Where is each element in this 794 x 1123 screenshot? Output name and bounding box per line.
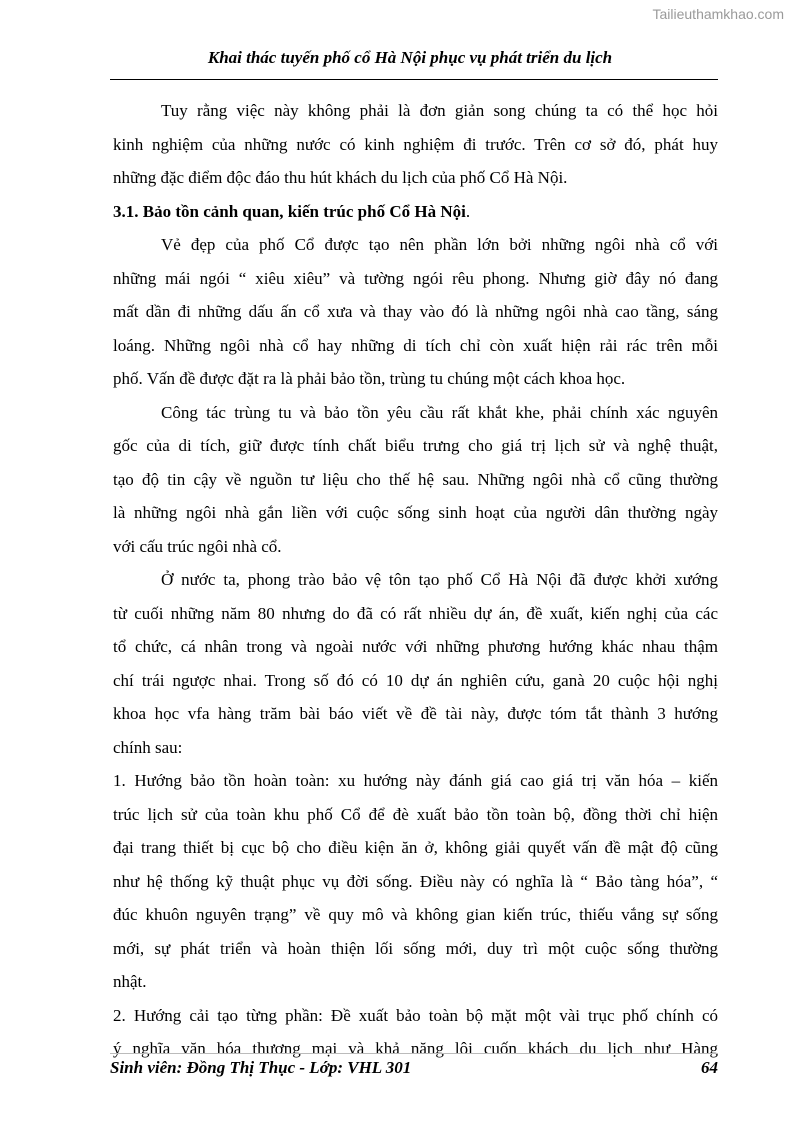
text-line-content: ý nghĩa văn hóa thương mại và khả năng lôi cuốn khách du lịch như Hàng (113, 1039, 718, 1058)
text-line (113, 664, 718, 698)
text-line-content: là những ngôi nhà gắn liền với cuộc sống sinh hoạt của người dân thường ngày (113, 503, 718, 522)
text-line-content: Vẻ đẹp của phố Cổ được tạo nên phần lớn bởi những ngôi nhà cổ với (161, 235, 718, 254)
text-line (113, 831, 718, 865)
text-line (113, 295, 718, 329)
header-divider (110, 79, 718, 80)
text-line (113, 362, 718, 396)
text-line-content: Tuy rằng việc này không phải là đơn giản song chúng ta có thể học hỏi (161, 101, 718, 120)
text-line (113, 731, 718, 765)
text-line-content: từ cuối những năm 80 nhưng do đã có rất nhiều dự án, đề xuất, kiến nghị của các (113, 603, 718, 623)
watermark: Tailieuthamkhao.com (652, 6, 784, 22)
text-line-content: Ở nước ta, phong trào bảo vệ tôn tạo phố Cổ Hà Nội đã được khởi xướng (161, 570, 718, 589)
text-line-content: tổ chức, cá nhân trong và ngoài nước với những phương hướng khác nhau thậm (113, 637, 718, 656)
text-line-content: mới, sự phát triển và hoàn thiện lối sống mới, duy trì một cuộc sống thường (113, 938, 718, 958)
text-line (113, 396, 718, 430)
text-line (113, 496, 718, 530)
text-line (113, 932, 718, 966)
text-line-content: như hệ thống kỹ thuật phục vụ đời sống. Điều này có nghĩa là “ Bảo tàng hóa”, “ (113, 871, 718, 891)
text-line-content: 3.1. Bảo tồn cảnh quan, kiến trúc phố Cổ Hà Nội (113, 201, 466, 221)
page-number: 64 (701, 1058, 718, 1077)
text-line (113, 128, 718, 162)
footer-divider (110, 1053, 718, 1054)
text-line (113, 630, 718, 664)
text-line (113, 965, 718, 999)
text-line (113, 597, 718, 631)
text-line (113, 463, 718, 497)
text-line-content: kinh nghiệm của những nước có kinh nghiệm đi trước. Trên cơ sở đó, phát huy (113, 134, 718, 154)
text-line-content: đúc khuôn nguyên trạng” về quy mô và không gian kiến trúc, thiếu vắng sự sống (113, 905, 718, 924)
text-line-content: phố. Vấn đề được đặt ra là phải bảo tồn, trùng tu chúng một cách khoa học. (113, 369, 626, 388)
text-line (113, 228, 718, 262)
text-line-content: tạo độ tin cậy về nguồn tư liệu cho thế hệ sau. Những ngôi nhà cổ cũng thường (113, 469, 718, 489)
text-line (113, 697, 718, 731)
section-heading (113, 195, 718, 229)
text-line-content: khoa học vfa hàng trăm bài báo viết về đề tài này, được tóm tắt thành 3 hướng (113, 704, 718, 723)
text-line (113, 161, 718, 195)
page-header-title: Khai thác tuyến phố cổ Hà Nội phục vụ phát triển du lịch (207, 48, 613, 67)
heading-suffix: . (465, 201, 471, 221)
text-line-content: những đặc điểm độc đáo thu hút khách du lịch của phố Cổ Hà Nội. (113, 168, 568, 187)
text-line-content: 1. Hướng bảo tồn hoàn toàn: xu hướng này đánh giá cao giá trị văn hóa – kiến (113, 771, 718, 790)
text-line-content: Công tác trùng tu và bảo tồn yêu cầu rất khắt khe, phải chính xác nguyên (161, 402, 718, 422)
footer-author: Sinh viên: Đồng Thị Thục - Lớp: VHL 301 (110, 1058, 412, 1077)
document-body (113, 94, 718, 1066)
text-line (113, 329, 718, 363)
text-line-content: loáng. Những ngôi nhà cổ hay những di tích chỉ còn xuất hiện rải rác trên mỗi (113, 335, 718, 355)
text-line (113, 262, 718, 296)
text-line-content: mất dần đi những dấu ấn cổ xưa và thay vào đó là những ngôi nhà cao tầng, sáng (113, 302, 718, 321)
text-line-content: nhật. (113, 972, 147, 991)
text-line (113, 429, 718, 463)
text-line (113, 798, 718, 832)
text-line (113, 530, 718, 564)
text-line (113, 898, 718, 932)
text-line (113, 865, 718, 899)
text-line-content: 2. Hướng cải tạo từng phần: Đề xuất bảo toàn bộ mặt một vài trục phố chính có (113, 1005, 718, 1025)
text-line (113, 94, 718, 128)
text-line (113, 563, 718, 597)
text-line-content: chính sau: (113, 737, 183, 757)
page-footer (110, 1058, 718, 1078)
text-line (113, 764, 718, 798)
text-line (113, 999, 718, 1033)
text-line-content: chí trái ngược nhai. Trong số đó có 10 dự án nghiên cứu, ganà 20 cuộc hội nghị (113, 670, 718, 690)
text-line-content: với cấu trúc ngôi nhà cổ. (113, 536, 282, 556)
text-line-content: trúc lịch sử của toàn khu phố Cổ để đè xuất bảo tồn toàn bộ, đồng thời chỉ hiện (113, 804, 718, 824)
text-line-content: gốc của di tích, giữ được tính chất biểu trưng cho giá trị lịch sử và nghệ thuật, (113, 436, 718, 455)
text-line-content: đại trang thiết bị cục bộ cho điều kiện ăn ở, không giải quyết vấn đề mật độ cũng (113, 838, 718, 857)
text-line-content: những mái ngói “ xiêu xiêu” và tường ngói rêu phong. Nhưng giờ đây nó đang (113, 268, 718, 288)
